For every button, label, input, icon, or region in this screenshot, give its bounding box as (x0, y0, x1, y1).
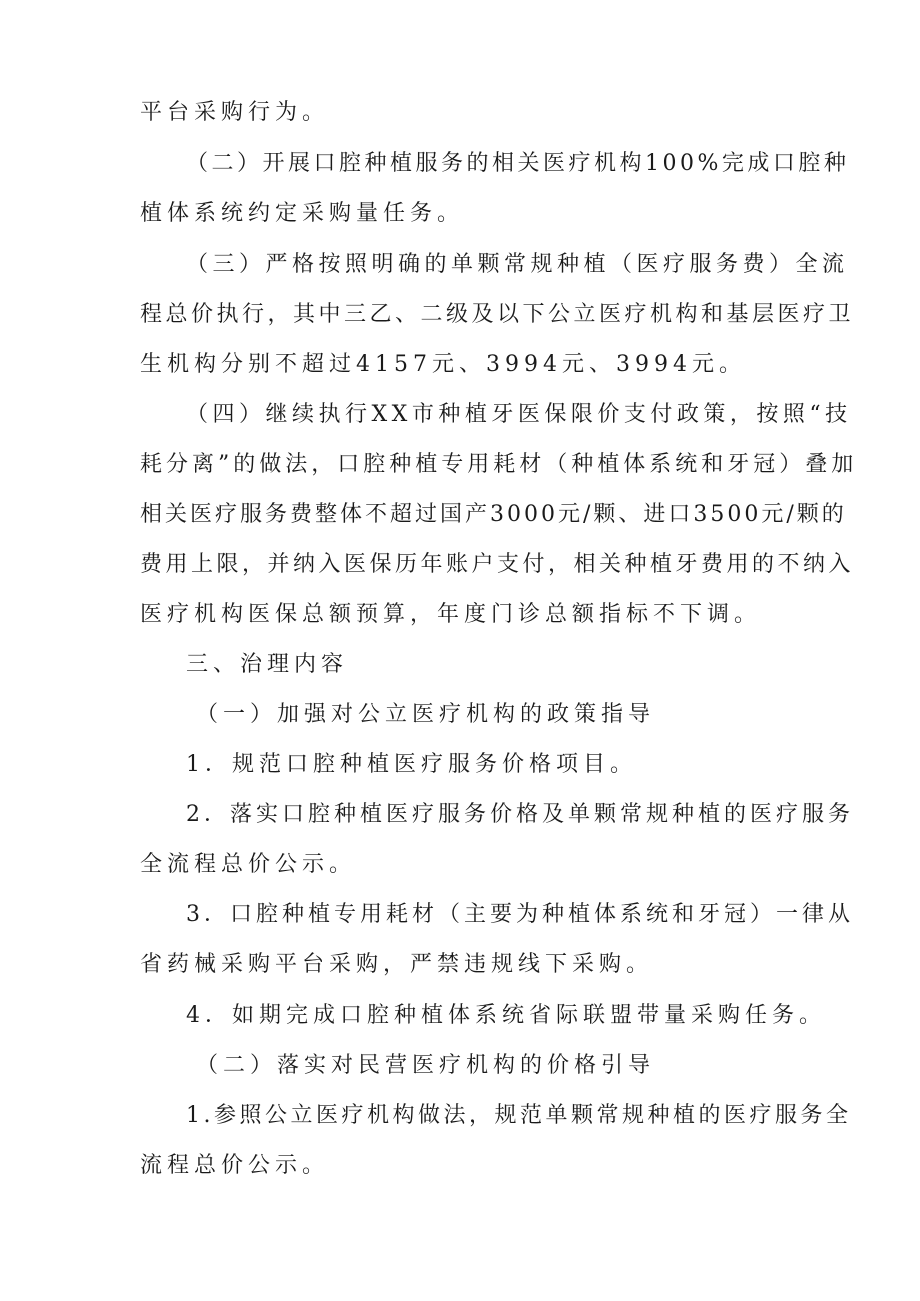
subsection-heading: （二）落实对民营医疗机构的价格引导 (196, 1053, 656, 1078)
paragraph-line: （三）严格按照明确的单颗常规种植（医疗服务费）全流 (186, 252, 849, 277)
paragraph-line: 费用上限，并纳入医保历年账户支付，相关种植牙费用的不纳入 (140, 552, 855, 577)
list-item: 3．口腔种植专用耗材（主要为种植体系统和牙冠）一律从 (186, 902, 854, 927)
subsection-heading: （一）加强对公立医疗机构的政策指导 (196, 702, 656, 727)
paragraph-line: 全流程总价公示。 (140, 852, 357, 877)
paragraph-line: 植体系统约定采购量任务。 (140, 201, 465, 226)
paragraph-line: 平台采购行为。 (140, 100, 330, 125)
paragraph-line: 生机构分别不超过4157元、3994元、3994元。 (140, 352, 746, 377)
list-item: 4．如期完成口腔种植体系统省际联盟带量采购任务。 (186, 1003, 826, 1028)
paragraph-line: 相关医疗服务费整体不超过国产3000元/颗、进口3500元/颗的 (140, 502, 847, 527)
paragraph-line: 省药械采购平台采购，严禁违规线下采购。 (140, 952, 654, 977)
list-item: 2．落实口腔种植医疗服务价格及单颗常规种植的医疗服务 (186, 802, 854, 827)
section-heading: 三、治理内容 (186, 652, 349, 677)
paragraph-line: 流程总价公示。 (140, 1153, 330, 1178)
paragraph-line: （二）开展口腔种植服务的相关医疗机构100%完成口腔种 (186, 151, 850, 176)
paragraph-line: 程总价执行，其中三乙、二级及以下公立医疗机构和基层医疗卫 (140, 302, 855, 327)
paragraph-line: 耗分离”的做法，口腔种植专用耗材（种植体系统和牙冠）叠加 (140, 452, 858, 477)
list-item: 1．规范口腔种植医疗服务价格项目。 (186, 752, 637, 777)
paragraph-line: 医疗机构医保总额预算，年度门诊总额指标不下调。 (140, 602, 762, 627)
paragraph-line: （四）继续执行XX市种植牙医保限价支付政策，按照“技 (186, 402, 852, 427)
list-item: 1.参照公立医疗机构做法，规范单颗常规种植的医疗服务全 (186, 1103, 852, 1128)
